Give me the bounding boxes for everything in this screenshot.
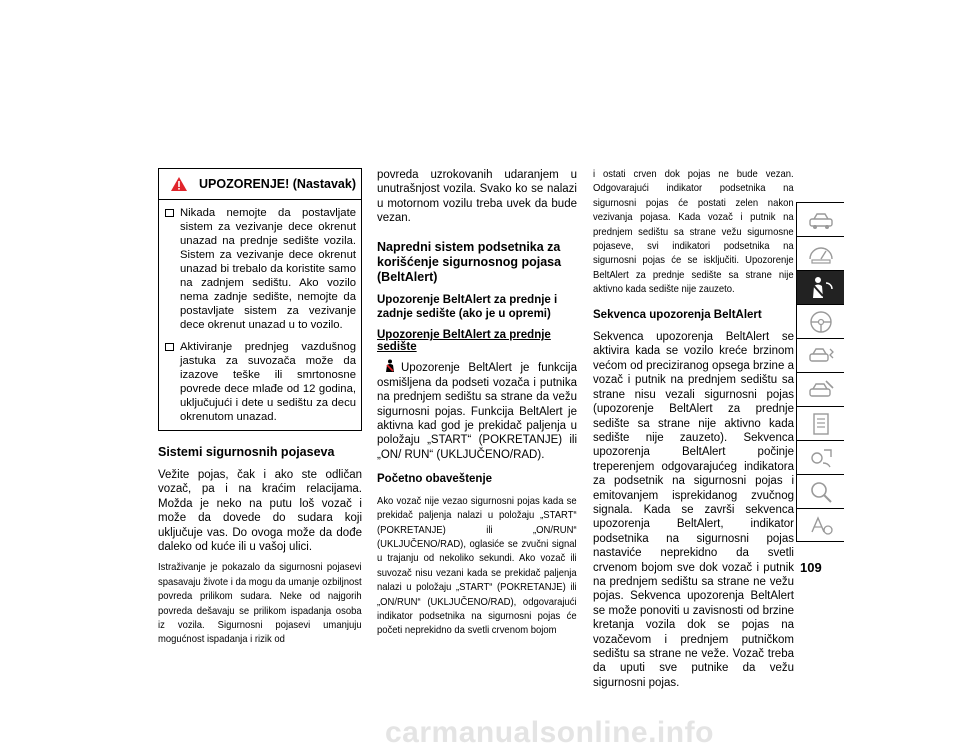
paragraph: Ako vozač nije vezao sigurnosni pojas kada se prekidač paljenja nalazi u položaju „START“ (POKRETANJE) ili „ON/RUN“ (UKLJUČENO/RAD), oglasiće se zvučni signal u trajanju od nekoliko sekundi. Ako vozač ili suvozač nisu vezani kada se prekidač paljenja nalazi u položaju „START“ (POKRETANJE) ili „ON/RUN“ (UKLJUČENO/RAD), odgovarajući indikator podsetnika na sigurnosni pojas će početi neprekidno da svetli crvenom bojom [377, 495, 577, 637]
tab-safety[interactable] [796, 270, 844, 304]
tab-dashboard[interactable] [796, 236, 844, 270]
dashboard-warning-icon [806, 241, 836, 267]
section-heading: Sistemi sigurnosnih pojaseva [158, 445, 335, 459]
document-list-icon [806, 411, 836, 437]
warning-header [159, 169, 361, 200]
tab-driving[interactable] [796, 304, 844, 338]
tab-emergency[interactable] [796, 338, 844, 372]
index-icon [806, 512, 836, 538]
watermark: carmanualsonline.info [385, 716, 714, 749]
seatbelt-warning-icon [383, 359, 397, 373]
car-info-icon [806, 207, 836, 233]
steering-wheel-icon [806, 309, 836, 335]
warning-bullet [165, 206, 356, 332]
subsection-heading-underlined: Upozorenje BeltAlert za prednje sedište [377, 329, 551, 354]
bullet-square-icon [165, 209, 174, 217]
paragraph: Istraživanje je pokazalo da sigurnosni pojasevi spasavaju živote i da mogu da umanje ozbiljnost povreda prilikom sudara. Neke od najgorih povreda dešavaju se prilikom ispadanja osoba iz vozila. Sigurnosni pojasevi umanjuju mogućnost ispadanja i rizik od [158, 562, 362, 646]
tab-search[interactable] [796, 474, 844, 508]
paragraph: povreda uzrokovanih udaranjem u unutrašnjost vozila. Svako ko se nalazi u motornom vozilu treba uvek da bude vezan. [377, 169, 577, 225]
warning-triangle-icon [170, 176, 188, 192]
warning-bullet [165, 340, 356, 424]
car-service-icon [806, 377, 836, 403]
column-right [593, 168, 794, 690]
subsection-heading: Sekvenca upozorenja BeltAlert [593, 308, 762, 321]
tab-service[interactable] [796, 372, 844, 406]
seatbelt-icon [806, 275, 836, 301]
page-number: 109 [800, 560, 822, 575]
column-left [158, 168, 362, 648]
paragraph-text: Upozorenje BeltAlert je funkcija osmišljena da podseti vozača i putnika na prednjem sedištu sa strane da vežu sigurnosni pojas. Funkcija BeltAlert je aktivna kad god je prekidač paljenja u položaju „START“ (POKRETANJE) ili „ON/ RUN“ (UKLJUČENO/RAD). [377, 362, 577, 461]
paragraph: Vežite pojas, čak i ako ste odličan vozač, pa i na kraćim relacijama. Možda je neko na putu loš vozač i može da dovede do sudara koji uključuje vas. Do ovoga može da dođe daleko od kuće ili u vašoj ulici. [158, 469, 362, 554]
tab-multimedia[interactable] [796, 440, 844, 474]
tab-index[interactable] [796, 508, 844, 542]
tab-car-info[interactable] [796, 202, 844, 236]
search-icon [806, 479, 836, 505]
paragraph: i ostati crven dok pojas ne bude vezan. Odgovarajući indikator podsetnika na sigurnosni pojas će postati zelen nakon vezivanja pojasa. Kada vozač i putnik na prednjem sedištu sa strane vežu sigurnosne pojaseve, svi indikatori podsetnika na sigurnosni pojas će se isključiti. Upozorenje BeltAlert za prednje sedište sa strane nije aktivno kada sedište nije zauzeto. [593, 169, 794, 296]
warning-bullet-text: Nikada nemojte da postavljate sistem za vezivanje dece okrenut unazad na prednje sedište vozila. Sistem za vezivanje dece okrenut unazad bi trebalo da koristite samo na zadnjem sedištu. Ako vozilo nema zadnje sedište, nemojte da postavljate sistem za vezivanje dece okrenut unazad u to vozilo. [180, 207, 356, 331]
warning-title: UPOZORENJE! (Nastavak) [199, 177, 356, 191]
bullet-square-icon [165, 343, 174, 351]
paragraph: Sekvenca upozorenja BeltAlert se aktivira kada se vozilo kreće brzinom većom od preciziranog opsega brzine a vozač i putnik na prednjem sedištu sa strane nisu vezali sigurnosni pojas (upozorenje BeltAlert za prednje sedište sa strane nije aktivno kada sedište nije zauzeto). Sekvenca upozorenja BeltAlert počinje treperenjem odgovarajućeg indikatora za podsetnik na sigurnosni pojas i emitovanjem isprekidanog zvučnog signala. Kada se završi sekvenca upozorenja BeltAlert, indikator podsetnika na sigurnosni pojas nastaviće neprekidno da svetli crvenom bojom sve dok vozač i putnik na prednjem sedištu sa strane ne vežu pojas. Sekvenca upozorenja BeltAlert se može ponoviti u zavisnosti od brzine kretanja vozila dok se pojas na vozačevom i prednjem putničkom sedištu sa strane ne veže. Vozač treba da uputi sve putnike da vežu sigurnosni pojas. [593, 331, 794, 689]
subsection-heading: Početno obaveštenje [377, 473, 493, 486]
tab-specifications[interactable] [796, 406, 844, 440]
paragraph [377, 359, 577, 462]
chapter-tabs [796, 202, 844, 542]
warning-box [158, 168, 362, 431]
subsection-heading: Upozorenje BeltAlert za prednje i zadnje sedište (ako je u opremi) [377, 293, 558, 321]
tools-icon [806, 445, 836, 471]
warning-bullet-text: Aktiviranje prednjeg vazdušnog jastuka za suvozača može da izazove teške ili smrtonosne povrede dece mlađe od 12 godina, uključujući i dete u sedištu za decu okrenutom unazad. [180, 341, 356, 423]
column-middle [377, 168, 577, 639]
section-heading: Napredni sistem podsetnika za korišćenje sigurnosnog pojasa (BeltAlert) [377, 239, 562, 284]
car-crash-icon [806, 343, 836, 369]
